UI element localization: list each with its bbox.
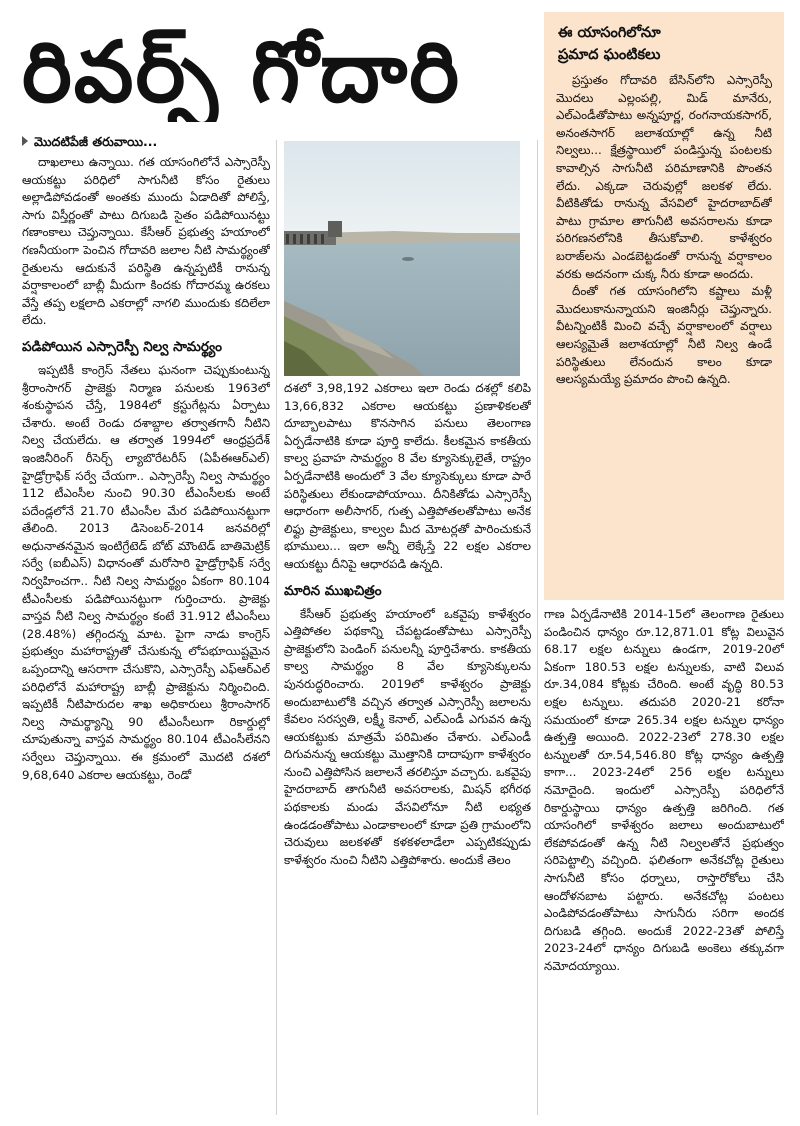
paragraph: దశలో 3,98,192 ఎకరాలు ఇలా రెండు దశల్లో కలిపి 13,66,832 ఎకరాల ఆయకట్టు ప్రణాళికలతో దూబ్బాలపాటు కొనసాగిన పనులు తెలంగాణ ఏర్పడేనాటికి కూడా పూర్తి కాలేదు. కీలకమైన కాకతీయ కాల్వ ప్రవాహ సామర్థ్యం 8 వేల క్యూసెక్కులైతే, రాష్ట్రం ఏర్పడేనాటికి అందులో 3 వేల క్యూసెక్కులు కూడా పారే పరిస్థితులు లేకుండాపోయాయి. దీనికితోడు ఎస్సారెస్పీ ఆధారంగా అలీసాగర్, గుత్ప ఎత్తిపోతలతోపాటు అనేక లిఫ్టు ప్రాజెక్టులు, కాల్వల మీద మోటర్లతో పారించుకునే భూములు... ఇలా అన్నీ లెక్కేస్తే 22 లక్షల ఎకరాల ఆయకట్టు దీనిపై ఆధారపడి ఉన్నది. xyxy=(284,381,531,571)
reservoir-photo xyxy=(284,141,520,376)
sidebar-title-line-2: ప్రమాద ఘంటికలు xyxy=(558,47,661,63)
sidebar-box xyxy=(544,12,784,600)
headline: రివర్స్ గోదారి xyxy=(22,23,462,121)
arrow-right-icon xyxy=(22,136,28,146)
article-column-3 xyxy=(544,606,784,1116)
sidebar-title-line-1: ఈ యాసంగిలోనూ xyxy=(558,25,661,41)
dam-reservoir-image xyxy=(284,141,520,376)
sidebar-title xyxy=(558,22,770,66)
subheading-changed-landscape: మారిన ముఖచిత్రం xyxy=(284,582,382,599)
paragraph: కేసీఆర్ ప్రభుత్వ హయాంలో ఒకవైపు కాళేశ్వరం ఎత్తిపోతల పథకాన్ని చేపట్టడంతోపాటు ఎస్సారెస్పీ ప్రాజెక్టులోని పెండింగ్ పనులన్నీ పూర్తిచేశారు. కాకతీయ కాల్వ సామర్థ్యం 8 వేల క్యూసెక్కులను పునరుద్ధరించారు. 2019లో కాళేశ్వరం ప్రాజెక్టు అందుబాటులోకి వచ్చిన తర్వాత ఎస్సారెస్పీ జలాలను కేవలం సరస్వతి, లక్ష్మీ కెనాల్, ఎల్ఎండీ ఎగువన ఉన్న ఆయకట్టుకు మాత్రమే పరిమితం చేశారు. ఎల్ఎండీ దిగువనున్న ఆయకట్టు మొత్తానికి దాదాపుగా కాళేశ్వరం నుంచి ఎత్తిపోసిన జలాలనే తరలిస్తూ వచ్చారు. ఒకవైపు హైదరాబాద్ తాగునీటి అవసరాలకు, మిషన్ భగీరథ పథకాలకు మండు వేసవిలోనూ నీటి లభ్యత ఉండడంతోపాటు ఎండాకాలంలో కూడా ప్రతి గ్రామంలోని చెరువులు జలకళతో కళకళలాడేలా ఎప్పటికప్పుడు కాళేశ్వరం నుంచి నీటిని ఎత్తిపోశారు. అందుకే తెలం xyxy=(284,606,531,867)
paragraph: ఇప్పటికీ కాంగ్రెస్ నేతలు ఘనంగా చెప్పుకుంటున్న శ్రీరాంసాగర్ ప్రాజెక్టు నిర్మాణ పనులకు 1963లో శంకుస్థాపన చేస్తే, 1984లో క్రస్టుగేట్లను ఏర్పాటు చేశారు. అంటే రెండు దశాబ్దాల తర్వాతగానీ నీటిని నిల్వ చేయలేదు. ఆ తర్వాత 1994లో ఆంధ్రప్రదేశ్ ఇంజినీరింగ్ రీసెర్చ్ ల్యాబొరేటరీస్ (ఏపీఈఆర్ఎల్) హైడ్రోగ్రాఫిక్ సర్వే చేయగా.. ఎస్సారెస్పీ నిల్వ సామర్థ్యం 112 టీఎంసీల నుంచి 90.30 టీఎంసీలకు అంటే పదేండ్లలోనే 21.70 టీఎంసీల మేర పడిపోయినట్టుగా తేలింది. 2013 డిసెంబర్-2014 జనవరిల్లో అధునాతనమైన ఇంటిగ్రేటెడ్ బోట్ మౌంటెడ్ బాతిమెట్రిక్ సర్వే (ఐబీఎస్) విధానంతో మరోసారి హైడ్రోగ్రాఫిక్ సర్వే నిర్వహించగా.. నీటి నిల్వ సామర్థ్యం ఏకంగా 80.104 టీఎంసీలకు పడిపోయినట్టుగా గుర్తించారు. ప్రాజెక్టు వాస్తవ నీటి నిల్వ సామర్థ్యం కంటే 31.912 టీఎంసీలు (28.48%) తగ్గిందన్న మాట. పైగా నాడు కాంగ్రెస్ ప్రభుత్వం మహారాష్ట్రతో చేసుకున్న లోపభూయిష్టమైన ఒప్పందాన్ని ఆసరాగా చేసుకొని, ఎస్సారెస్పీ ఎఫ్ఆర్ఎల్ పరిధిలోనే మహారాష్ట్ర బాబ్లీ ప్రాజెక్టును నిర్మించింది. ఇప్పటికీ నీటిపారుదల శాఖ అధికారులు శ్రీరాంసాగర్ నిల్వ సామర్థ్యాన్ని 90 టీఎంసీలుగా రికార్డుల్లో చూపుతున్నా వాస్తవ సామర్థ్యం 80.104 టీఎంసీలేనని సర్వేలు చెప్తున్నాయి. ఈ క్రమంలో మొదటి దశలో 9,68,640 ఎకరాల ఆయకట్టు, రెండో xyxy=(22,362,270,782)
sidebar-body xyxy=(556,72,772,592)
continued-from-front-page xyxy=(22,134,157,150)
paragraph: ప్రస్తుతం గోదావరి బేసిన్‌లోని ఎస్సారెస్పీ మొదలు ఎల్లంపల్లి, మిడ్ మానేరు, ఎల్ఎండీతోపాటు అన్నపూర్ణ, రంగనాయకసాగర్, అనంతసాగర్ జలాశయాల్లో ఉన్న నీటి నిల్వలు... క్షేత్రస్థాయిలో పండిస్తున్న పంటలకు కావాల్సిన సాగునీటి పరిమాణానికి పొంతన లేదు. ఎక్కడా చెరువుల్లో జలకళ లేదు. వీటికితోడు రానున్న వేసవిలో హైదరాబాద్‌తో పాటు గ్రామాల తాగునీటి అవసరాలను కూడా పరిగణనలోనికి తీసుకోవాలి. కాళేశ్వరం బరాజ్‌లను ఎండబెట్టడంతో రానున్న వర్షాకాలం వరకు అదనంగా చుక్క నీరు కూడా అందదు. xyxy=(556,73,772,281)
paragraph: దాఖలాలు ఉన్నాయి. గత యాసంగిలోనే ఎస్సారెస్పీ ఆయకట్టు పరిధిలో సాగునీటి కోసం రైతులు అల్లాడిపోవడంతో అంతకు ముందు ఏడాదితో పోలిస్తే, సాగు విస్తీర్ణంతో పాటు దిగుబడి సైతం పడిపోయినట్టు గణాంకాలు చెప్తున్నాయి. కేసీఆర్ ప్రభుత్వ హయాంలో గణనీయంగా పెంచిన గోదావరి జలాల నీటి సామర్థ్యంతో రైతులను ఆదుకునే పరిస్థితి ఉన్నప్పటికీ రానున్న వర్షాకాలంలో బాబ్లీ మీదుగా కిందకు గోదారమ్మ ఉరకలు వేస్తే తప్ప లక్షలాది ఎకరాల్లో నాగలి ముందుకు కదిలేలా లేదు. xyxy=(22,155,270,328)
article-column-2 xyxy=(284,380,531,1115)
kicker-label: మొదటిపేజీ తరువాయి... xyxy=(34,134,158,149)
paragraph: గాణ ఏర్పడేనాటికి 2014-15లో తెలంగాణ రైతులు పండించిన ధాన్యం రూ.12,871.01 కోట్ల విలువైన 68.17 లక్షల టన్నులు ఉండగా, 2019-20లో ఏకంగా 180.53 లక్షల టన్నులకు, వాటి విలువ రూ.34,084 కోట్లకు చేరింది. అంటే వృద్ధి 80.53 లక్షల టన్నులు. తదుపరి 2020-21 కరోనా సమయంలో కూడా 265.34 లక్షల టన్నుల ధాన్యం ఉత్పత్తి అయింది. 2022-23లో 278.30 లక్షల టన్నులతో రూ.54,546.80 కోట్ల ధాన్యం ఉత్పత్తి కాగా... 2023-24లో 256 లక్షల టన్నులు నమోదైంది. ఇందులో ఎస్సారెస్పీ పరిధిలోనే రికార్డుస్థాయి ధాన్యం ఉత్పత్తి జరిగింది. గత యాసంగిలో కాళేశ్వరం జలాలు అందుబాటులో లేకపోవడంతో ఉన్న నీటి నిల్వలతోనే ప్రభుత్వం సరిపెట్టాల్సి వచ్చింది. ఫలితంగా అనేకచోట్ల రైతులు సాగునీటి కోసం ధర్నాలు, రాస్తారోకోలు చేసి ఆందోళనబాట పట్టారు. అనేకచోట్ల పంటలు ఎండిపోవడంతోపాటు సాగునీరు సరిగా అందక దిగుబడి తగ్గింది. అందుకే 2022-23తో పోలిస్తే 2023-24లో ధాన్యం దిగుబడి అంకెలు తక్కువగా నమోదయ్యాయి. xyxy=(544,607,784,973)
column-divider xyxy=(537,140,538,1115)
paragraph: దీంతో గత యాసంగిలోని కష్టాలు మళ్లీ మొదలుకానున్నాయని ఇంజినీర్లు చెప్తున్నారు. వీటన్నింటికీ మించి వచ్చే వర్షాకాలంలో వర్షాలు ఆలస్యమైతే జలాశయాల్లో నీటి నిల్వ ఉండే పరిస్థితులు లేనందున కాలం కూడా ఆలస్యమయ్యే ప్రమాదం పొంచి ఉన్నది. xyxy=(556,284,772,387)
article-column-1 xyxy=(22,154,270,1114)
column-divider xyxy=(276,140,277,1115)
subheading-storage-capacity: పడిపోయిన ఎస్సారెస్పీ నిల్వ సామర్థ్యం xyxy=(22,338,222,355)
